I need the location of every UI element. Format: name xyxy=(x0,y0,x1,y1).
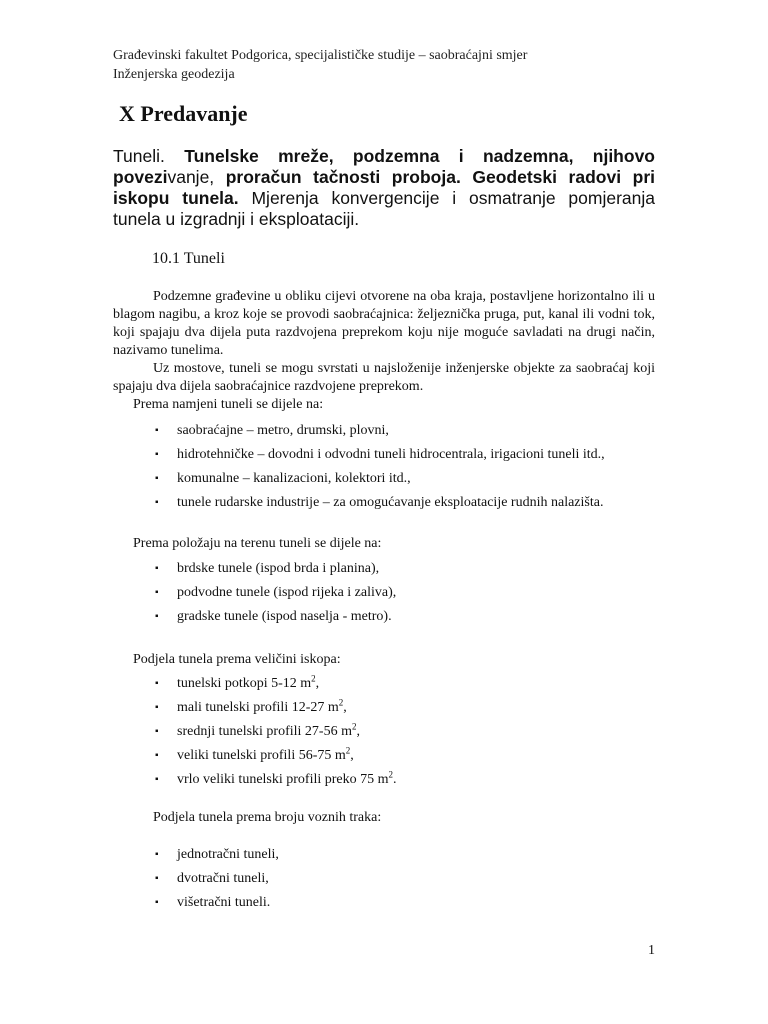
list-item-text: tunelski potkopi 5-12 m xyxy=(177,676,312,691)
page-number: 1 xyxy=(648,943,655,958)
bullet-icon: ▪ xyxy=(155,873,159,884)
lecture-intro xyxy=(113,146,655,230)
bullet-icon: ▪ xyxy=(155,849,159,860)
list-lead-namjena: Prema namjeni tuneli se dijele na: xyxy=(133,397,324,412)
list-item-text: brdske tunele (ispod brda i planina), xyxy=(177,561,380,576)
list-item xyxy=(153,723,397,747)
list-item-text: srednji tunelski profili 27-56 m xyxy=(177,724,352,739)
list-lead-velicina: Podjela tunela prema veličini iskopa: xyxy=(133,652,341,667)
list-item-punct: , xyxy=(350,748,354,763)
list-item-punct: , xyxy=(356,724,360,739)
superscript: 2 xyxy=(338,697,344,708)
list-item-text: hidrotehničke – dovodni i odvodni tuneli hidrocentrala, irigacioni tuneli itd., xyxy=(177,447,605,462)
intro-part2-bold: Tunelske mreže, podzemna i nadzemna, njihovo povezi xyxy=(113,146,655,187)
list-item-text: dvotračni tuneli, xyxy=(177,871,269,886)
bullet-icon: ▪ xyxy=(155,611,159,622)
section-heading: 10.1 Tuneli xyxy=(152,250,225,267)
bullet-icon: ▪ xyxy=(155,750,159,761)
page-header xyxy=(113,46,527,84)
list-lead-polozaj: Prema položaju na terenu tuneli se dijele na: xyxy=(133,536,382,551)
intro-part1: Tuneli. xyxy=(113,146,185,166)
list-item-text: tunele rudarske industrije – za omogućavanje eksploatacije rudnih nalazišta. xyxy=(177,495,604,510)
list-lead-trake: Podjela tunela prema broju voznih traka: xyxy=(153,810,382,825)
list-item-text: jednotračni tuneli, xyxy=(177,847,279,862)
bullet-icon: ▪ xyxy=(155,425,159,436)
list-item xyxy=(153,894,279,918)
intro-part5: Mjerenja konvergencije i osmatranje pomjeranja tunela u izgradnji i eksploataciji. xyxy=(113,188,655,229)
list-item xyxy=(153,747,397,771)
intro-part3: vanje, xyxy=(167,167,226,187)
list-item-text: komunalne – kanalizacioni, kolektori itd., xyxy=(177,471,411,486)
list-namjena xyxy=(153,422,605,518)
paragraph-comparison: Uz mostove, tuneli se mogu svrstati u najsloženije inženjerske objekte za saobraćaj koji spajaju dva dijela saobraćajnice razdvojene preprekom. xyxy=(113,361,655,394)
list-item-text: mali tunelski profili 12-27 m xyxy=(177,700,339,715)
list-polozaj xyxy=(153,560,396,632)
list-item-punct: , xyxy=(315,676,320,691)
bullet-icon: ▪ xyxy=(155,587,159,598)
bullet-icon: ▪ xyxy=(155,702,159,713)
header-institution: Građevinski fakultet Podgorica, specijalističke studije – saobraćajni smjer xyxy=(113,48,528,63)
lecture-title: X Predavanje xyxy=(119,101,248,126)
list-item-text: višetračni tuneli. xyxy=(177,895,271,910)
superscript: 2 xyxy=(351,721,357,732)
list-item-text: gradske tunele (ispod naselja - metro). xyxy=(177,609,392,624)
bullet-icon: ▪ xyxy=(155,678,159,689)
superscript: 2 xyxy=(388,769,394,780)
list-item-punct: , xyxy=(343,700,347,715)
bullet-icon: ▪ xyxy=(155,449,159,460)
list-item xyxy=(153,446,605,470)
bullet-icon: ▪ xyxy=(155,774,159,785)
list-item-text: vrlo veliki tunelski profili preko 75 m xyxy=(177,772,389,787)
bullet-icon: ▪ xyxy=(155,563,159,574)
list-item-text: saobraćajne – metro, drumski, plovni, xyxy=(177,423,389,438)
list-item xyxy=(153,675,397,699)
bullet-icon: ▪ xyxy=(155,726,159,737)
list-item xyxy=(153,699,397,723)
list-item xyxy=(153,422,605,446)
list-item xyxy=(153,584,396,608)
intro-part4-bold: proračun tačnosti proboja. Geodetski radovi pri iskopu tunela. xyxy=(113,167,655,208)
list-item-text: podvodne tunele (ispod rijeka i zaliva), xyxy=(177,585,397,600)
list-item xyxy=(153,560,396,584)
list-item xyxy=(153,771,397,795)
header-course: Inženjerska geodezija xyxy=(113,67,235,82)
bullet-icon: ▪ xyxy=(155,473,159,484)
bullet-icon: ▪ xyxy=(155,897,159,908)
list-item xyxy=(153,608,396,632)
list-item xyxy=(153,494,605,518)
list-trake xyxy=(153,846,279,918)
list-item xyxy=(153,470,605,494)
bullet-icon: ▪ xyxy=(155,497,159,508)
paragraph-definition: Podzemne građevine u obliku cijevi otvorene na oba kraja, postavljene horizontalno ili u blagom nagibu, a kroz koje se provodi saobraćajnica: željeznička pruga, put, kanal ili vodni tok, koji spajaju dva dijela puta razdvojena preprekom koju nije moguće savladati na drugi način, nazivamo tunelima. xyxy=(113,289,655,358)
superscript: 2 xyxy=(311,673,316,684)
list-item xyxy=(153,870,279,894)
list-item-text: veliki tunelski profili 56-75 m xyxy=(177,748,346,763)
list-item xyxy=(153,846,279,870)
list-velicina xyxy=(153,675,397,795)
superscript: 2 xyxy=(345,745,351,756)
list-item-punct: . xyxy=(393,772,397,787)
